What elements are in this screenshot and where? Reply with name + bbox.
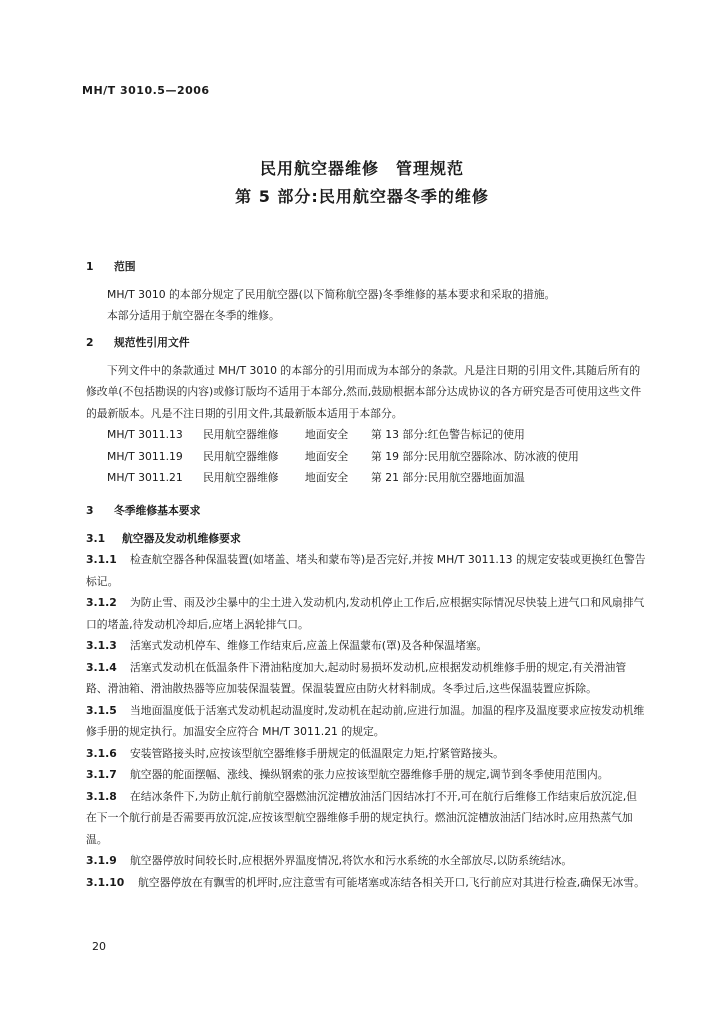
paragraph: 下列文件中的条款通过 MH/T 3010 的本部分的引用而成为本部分的条款。凡是注日期的引用文件,其随后所有的修改单(不包括勘误的内容)或修订版均不适用于本部分,然而,鼓励根据本部分达成协议的各方研究是否可使用这些文件的最新版本。凡是不注日期的引用文件,其最新版本适用于本部分。 (86, 363, 642, 420)
clause-text: 为防止雪、雨及沙尘暴中的尘土进入发动机内,发动机停止工作后,应根据实际情况尽快装上进气口和风扇排气口的堵盖,待发动机冷却后,应堵上涡轮排气口。 (86, 596, 645, 631)
clause-item (86, 786, 646, 851)
paragraph: MH/T 3010 的本部分规定了民用航空器(以下简称航空器)冬季维修的基本要求和采取的措施。 (107, 287, 556, 301)
standard-code: MH/T 3010.5—2006 (82, 84, 210, 97)
clause-number: 3.1.7 (86, 768, 117, 781)
reference-part-a: 民用航空器维修 (203, 428, 279, 441)
clause-text: 航空器的舵面摆幅、涨线、操纵钢索的张力应按该型航空器维修手册的规定,调节到冬季使用范围内。 (130, 768, 609, 781)
section-title: 范围 (114, 260, 136, 273)
clause-number: 3.1.6 (86, 746, 117, 760)
clause-number: 3.1.2 (86, 596, 117, 609)
clause-number: 3.1.8 (86, 789, 117, 803)
clause-item (86, 743, 646, 765)
document-title: 民用航空器维修 管理规范 (259, 159, 464, 178)
section-3 (86, 500, 646, 893)
reference-part-c: 第 19 部分:民用航空器除冰、防冰液的使用 (371, 449, 579, 463)
section-number: 1 (86, 260, 94, 273)
clause-text: 检查航空器各种保温装置(如堵盖、堵头和蒙布等)是否完好,并按 MH/T 3011.13 的规定安装或更换红色警告标记。 (86, 553, 646, 588)
clause-text: 在结冰条件下,为防止航行前航空器燃油沉淀槽放油活门因结冰打不开,可在航行后维修工作结束后放沉淀,但在下一个航行前是否需要再放沉淀,应按该型航空器维修手册的规定执行。燃油沉淀槽放油活门结冰时,应用热蒸气加温。 (86, 789, 637, 846)
reference-part-b: 地面安全 (305, 428, 349, 441)
section-heading (86, 500, 646, 522)
clause-text: 当地面温度低于活塞式发动机起动温度时,发动机在起动前,应进行加温。加温的程序及温度要求应按发动机维修手册的规定执行。加温安全应符合 MH/T 3011.21 的规定。 (86, 703, 645, 738)
reference-part-a: 民用航空器维修 (203, 471, 279, 484)
reference-part-c: 第 13 部分:红色警告标记的使用 (371, 428, 525, 441)
clause-item (86, 700, 646, 743)
section-2 (86, 332, 646, 489)
section-heading (86, 332, 646, 354)
reference-code: MH/T 3011.19 (107, 449, 183, 463)
clause-number: 3.1.9 (86, 854, 117, 867)
clause-text: 航空器停放时间较长时,应根据外界温度情况,将饮水和污水系统的水全部放尽,以防系统结冰。 (130, 854, 573, 867)
clause-number: 3.1.4 (86, 660, 117, 674)
clause-item (86, 764, 646, 786)
section-1 (86, 256, 646, 327)
clause-item (86, 850, 646, 872)
clause-item (86, 592, 646, 635)
clause-text: 航空器停放在有飘雪的机坪时,应注意雪有可能堵塞或冻结各相关开口,飞行前应对其进行检查,确保无冰雪。 (138, 875, 645, 889)
reference-code: MH/T 3011.13 (107, 428, 183, 441)
section-title: 规范性引用文件 (114, 336, 190, 349)
section-title: 冬季维修基本要求 (114, 504, 201, 517)
clause-number: 3.1.10 (86, 875, 125, 889)
clause-number: 3.1.3 (86, 639, 117, 652)
reference-part-a: 民用航空器维修 (203, 449, 279, 463)
section-heading (86, 256, 646, 278)
clause-item (86, 635, 646, 657)
reference-item (86, 467, 646, 489)
subsection-title: 航空器及发动机维修要求 (122, 531, 241, 545)
page-number: 20 (92, 940, 106, 953)
section-number: 2 (86, 336, 94, 349)
section-number: 3 (86, 504, 94, 517)
clause-text: 活塞式发动机停车、维修工作结束后,应盖上保温蒙布(罩)及各种保温堵塞。 (130, 639, 488, 652)
paragraph: 本部分适用于航空器在冬季的维修。 (107, 309, 280, 322)
clause-item (86, 657, 646, 700)
reference-part-b: 地面安全 (305, 449, 349, 463)
subsection-heading (86, 528, 646, 550)
document-subtitle: 第 5 部分:民用航空器冬季的维修 (235, 187, 489, 206)
clause-text: 安装管路接头时,应按该型航空器维修手册规定的低温限定力矩,拧紧管路接头。 (130, 746, 504, 760)
reference-code: MH/T 3011.21 (107, 471, 183, 484)
subsection-number: 3.1 (86, 531, 106, 545)
clause-item (86, 872, 646, 894)
reference-part-c: 第 21 部分:民用航空器地面加温 (371, 471, 525, 484)
clause-number: 3.1.5 (86, 703, 117, 717)
clause-text: 活塞式发动机在低温条件下滑油粘度加大,起动时易损坏发动机,应根据发动机维修手册的规定,有关滑油管路、滑油箱、滑油散热器等应加装保温装置。保温装置应由防火材料制成。冬季过后,这些保温装置应拆除。 (86, 660, 627, 695)
reference-item (86, 446, 646, 468)
clause-item (86, 549, 646, 592)
reference-part-b: 地面安全 (305, 471, 349, 484)
clause-number: 3.1.1 (86, 553, 117, 566)
reference-item (86, 424, 646, 446)
